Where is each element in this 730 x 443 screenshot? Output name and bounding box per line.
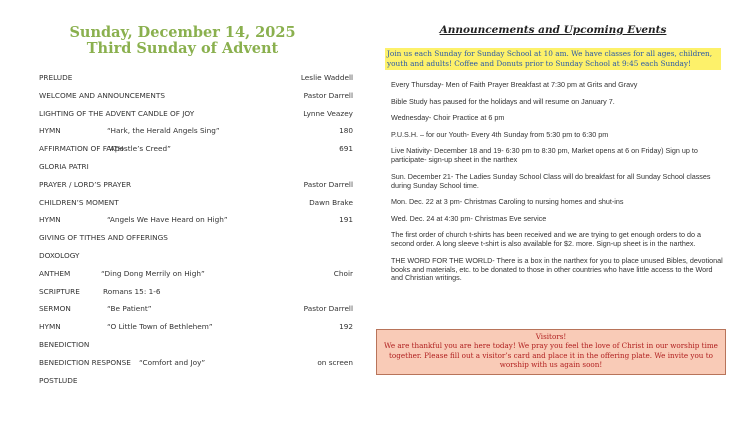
announcement-item: Wednesday- Choir Practice at 6 pm	[391, 113, 505, 123]
order-item-name: WELCOME AND ANNOUNCEMENTS	[39, 90, 165, 100]
order-item-leader: Leslie Waddell	[300, 73, 353, 82]
announcements-list	[391, 81, 723, 291]
order-item-detail: “Be Patient”	[107, 304, 152, 314]
order-item-name: HYMN	[39, 126, 61, 136]
order-item-detail: “Angels We Have Heard on High”	[107, 215, 228, 225]
order-item-leader: Pastor Darrell	[303, 90, 353, 100]
announcement-item: Wed. Dec. 24 at 4:30 pm- Christmas Eve service	[391, 213, 547, 223]
order-item-name: CHILDREN’S MOMENT	[39, 197, 119, 207]
announcement-item: P.U.S.H. – for our Youth- Every 4th Sunday from 5:30 pm to 6:30 pm	[391, 129, 609, 139]
visitors-title: Visitors!	[535, 332, 567, 341]
order-item-name: ANTHEM	[39, 268, 71, 278]
order-row	[39, 158, 353, 176]
order-row	[39, 87, 353, 105]
order-row	[39, 211, 353, 229]
order-item-name: LIGHTING OF THE ADVENT CANDLE OF JOY	[39, 108, 195, 118]
order-item-leader: 191	[339, 215, 353, 225]
announcement-item: Sun. December 21- The Ladies Sunday School Class will do breakfast for all Sunday School classes during Sunday School time.	[391, 171, 711, 190]
order-row	[39, 194, 353, 212]
order-item-name: PRELUDE	[39, 73, 73, 82]
order-item-name: SERMON	[39, 304, 71, 314]
order-item-leader: 192	[339, 322, 353, 332]
order-item-name: GLORIA PATRI	[39, 161, 89, 171]
order-item-name: BENEDICTION	[39, 339, 90, 349]
order-item-leader: on screen	[317, 357, 353, 367]
announcement-item: Live Nativity- December 18 and 19- 6:30 pm to 8:30 pm, Market opens at 6 on Friday) Sign up to participate- sign-up sheet in the narthex	[391, 146, 698, 165]
order-row	[39, 318, 353, 336]
order-item-detail: “Hark, the Herald Angels Sing”	[107, 126, 220, 136]
order-item-leader: Dawn Brake	[309, 197, 353, 207]
order-item-leader: Pastor Darrell	[303, 304, 353, 314]
order-item-leader: 180	[339, 126, 353, 136]
order-item-detail: “Comfort and Joy”	[139, 357, 206, 367]
order-item-name: SCRIPTURE	[39, 286, 80, 296]
order-item-name: AFFIRMATION OF FAITH	[39, 144, 124, 154]
announcement-item: Mon. Dec. 22 at 3 pm- Christmas Caroling to nursing homes and shut-ins	[391, 197, 624, 207]
order-row	[39, 247, 353, 265]
order-row	[39, 229, 353, 247]
announcement-item: The first order of church t-shirts has been received and we are trying to get enough orders to do a second order. A long sleeve t-shirt is also available for $2. more. Sign-up sheet is in the narthex.	[391, 230, 702, 249]
service-date: Sunday, December 14, 2025	[69, 24, 296, 41]
order-item-name: GIVING OF TITHES AND OFFERINGS	[39, 233, 168, 243]
order-item-name: DOXOLOGY	[39, 250, 80, 260]
order-row	[39, 140, 353, 158]
announcements-title: Announcements and Upcoming Events	[439, 24, 667, 36]
announcement-item: Every Thursday- Men of Faith Prayer Breakfast at 7:30 pm at Grits and Gravy	[391, 80, 638, 89]
announcement-item: Bible Study has paused for the holidays and will resume on January 7.	[391, 96, 615, 106]
order-row	[39, 283, 353, 301]
sunday-school-highlight: Join us each Sunday for Sunday School at 10 am. We have classes for all ages, children, youth and adults! Coffee and Donuts prior to Sunday School at 9:45 each Sunday!	[385, 48, 721, 70]
order-item-leader: 691	[339, 144, 353, 154]
order-item-name: BENEDICTION RESPONSE	[39, 357, 131, 367]
order-row	[39, 176, 353, 194]
order-row	[39, 354, 353, 372]
order-row	[39, 105, 353, 123]
order-item-name: PRAYER / LORD’S PRAYER	[39, 179, 132, 189]
order-item-leader: Choir	[333, 268, 353, 278]
visitors-text: We are thankful you are here today! We pray you feel the love of Christ in our worship time together. Please fill out a visitor’s card and place it in the offering plate. We invite you to worship with us again soon!	[384, 341, 718, 369]
order-row	[39, 372, 353, 390]
order-item-leader: Lynne Veazey	[303, 108, 353, 118]
order-item-detail: “Apostle’s Creed”	[107, 144, 171, 154]
order-item-detail: “Ding Dong Merrily on High”	[101, 268, 205, 278]
order-row	[39, 265, 353, 283]
order-row	[39, 300, 353, 318]
order-item-name: HYMN	[39, 215, 61, 225]
order-item-name: POSTLUDE	[39, 375, 78, 385]
order-row	[39, 336, 353, 354]
order-of-worship-list	[39, 69, 353, 389]
service-heading	[0, 25, 365, 57]
visitors-box	[376, 329, 726, 375]
service-subtitle: Third Sunday of Advent	[86, 40, 279, 57]
announcement-item: THE WORD FOR THE WORLD- There is a box in the narthex for you to place unused Bibles, devotional books and materials, etc. to be donated to those in other countries who have little access to the Word and Christian writings.	[391, 255, 723, 283]
announcements-page	[376, 0, 730, 443]
order-item-leader: Pastor Darrell	[303, 179, 353, 189]
order-item-detail: Romans 15: 1-6	[103, 286, 161, 296]
order-item-name: HYMN	[39, 322, 61, 332]
order-item-detail: “O Little Town of Bethlehem”	[107, 322, 213, 332]
order-row	[39, 122, 353, 140]
order-row	[39, 69, 353, 87]
